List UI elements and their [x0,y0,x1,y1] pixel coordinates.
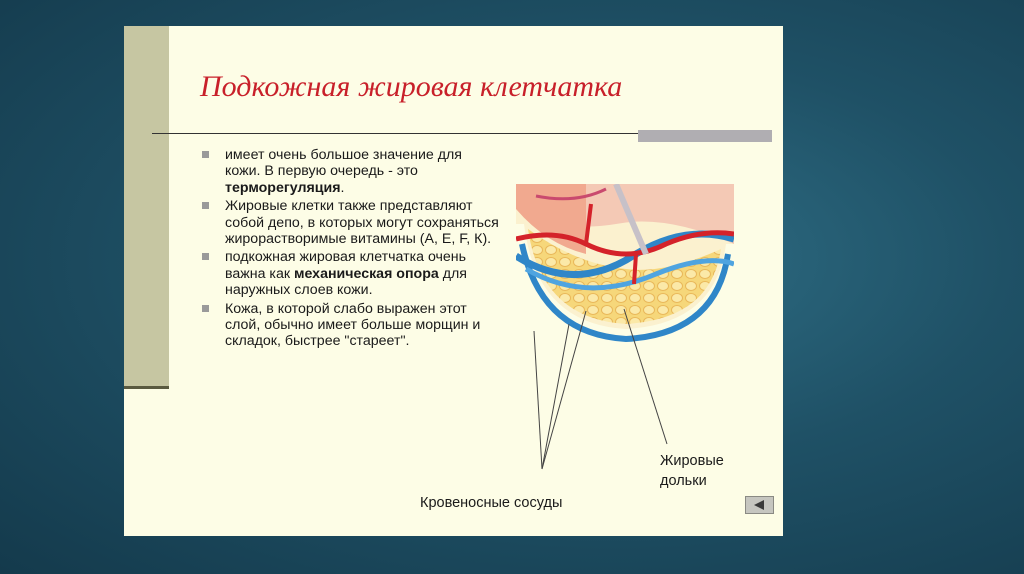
bullet-text: Жировые клетки также представляют собой депо, в которых могут сохраняться жирорастворимые витамины (А, Е, F, К). [225,198,499,248]
slide-title: Подкожная жировая клетчатка [200,70,623,103]
slide [124,26,783,536]
bullet-text: . [340,179,345,196]
label-fat-lobules: Жировые дольки [660,453,724,489]
label-blood-vessels: Кровеносные сосуды [420,495,563,511]
triangle-left-icon [746,497,773,513]
bullet-text: подкожная жировая клетчатка очень важна как [225,249,467,282]
bullet-emphasis: терморегуляция [225,179,341,196]
bullet-emphasis: механическая опора [293,265,439,282]
bullet-text: имеет очень большое значение для кожи. В первую очередь - это [225,147,462,180]
bullet-text: для наружных слоев кожи. [225,265,467,299]
back-button[interactable] [745,496,774,514]
bullet-text: Кожа, в которой слабо выражен этот слой, обычно имеет больше морщин и складок, быстрее "стареет". [225,300,481,350]
